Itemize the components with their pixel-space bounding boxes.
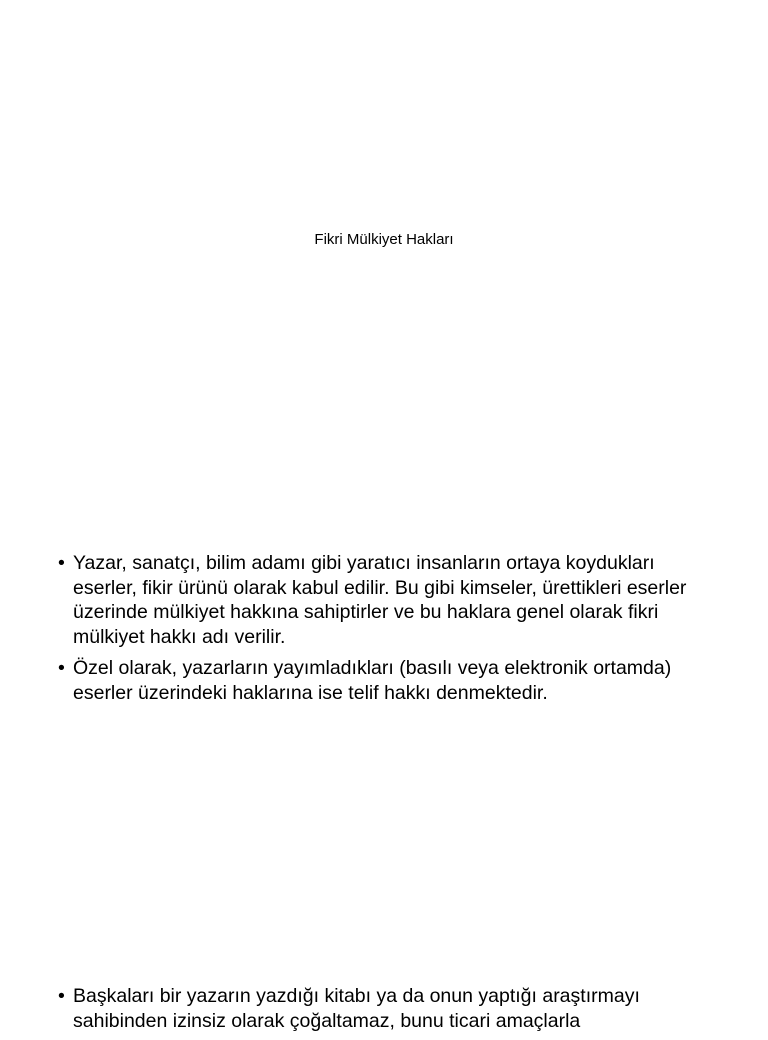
bullet-dot: •	[58, 985, 65, 1007]
bullet-list-rights	[58, 551, 708, 712]
slide-title: Fikri Mülkiyet Hakları	[314, 231, 454, 248]
bullet-dot: •	[58, 552, 65, 574]
bullet-item-intellectual-property	[58, 551, 708, 649]
bullet-text: Başkaları bir yazarın yazdığı kitabı ya da onun yaptığı araştırmayı sahibinden izinsiz olarak çoğaltamaz, bunu ticari amaçlarla	[73, 985, 640, 1032]
bullet-list-usage	[58, 984, 708, 1040]
bullet-item-reproduction	[58, 984, 708, 1033]
bullet-text: Özel olarak, yazarların yayımladıkları (basılı veya elektronik ortamda) eserler üzerindeki haklarına ise telif hakkı denmektedir.	[73, 657, 672, 704]
bullet-item-copyright	[58, 656, 708, 705]
bullet-text: Yazar, sanatçı, bilim adamı gibi yaratıcı insanların ortaya koydukları eserler, fikir ürünü olarak kabul edilir. Bu gibi kimseler, ürettikleri eserler üzerinde mülkiyet hakkına sahiptirler ve bu haklara genel olarak fikri mülkiyet hakkı adı verilir.	[73, 552, 687, 648]
bullet-dot: •	[58, 657, 65, 679]
